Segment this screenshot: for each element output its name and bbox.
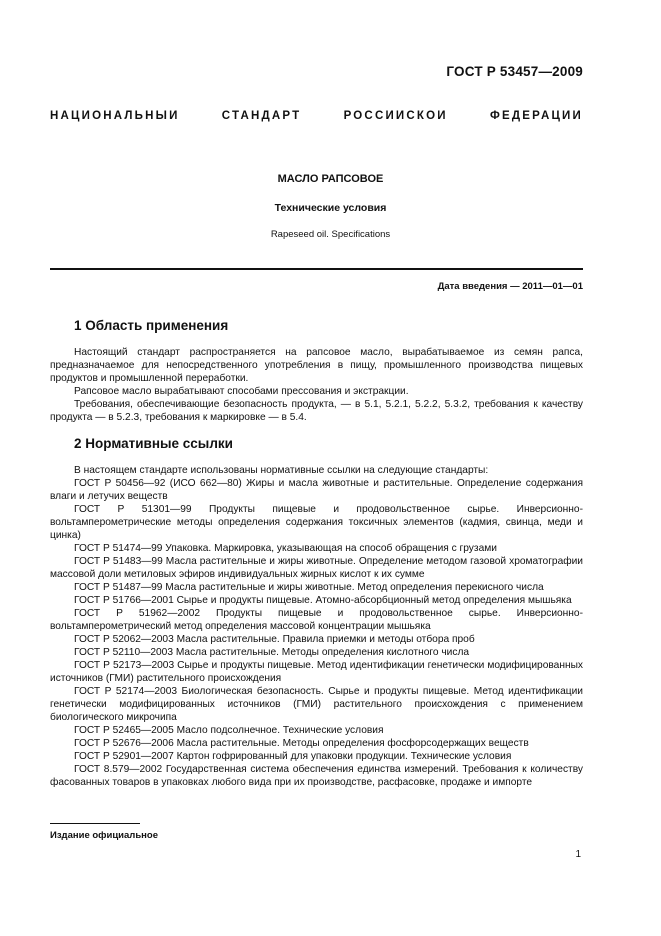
- document-subtitle: Технические условия: [274, 202, 387, 214]
- section-2-heading: 2 Нормативные ссылки: [74, 436, 233, 451]
- reference-item: ГОСТ Р 50456—92 (ИСО 662—80) Жиры и масла животные и растительные. Определение содержания влаги и летучих веществ: [50, 478, 583, 502]
- reference-item: ГОСТ Р 52676—2006 Масла растительные. Методы определения фосфорсодержащих веществ: [74, 738, 529, 749]
- section-2-body: [50, 464, 583, 789]
- footer-divider: [50, 823, 140, 824]
- section-1-body: [50, 346, 583, 424]
- edition-note: Издание официальное: [50, 830, 158, 841]
- reference-item: ГОСТ Р 52174—2003 Биологическая безопасность. Сырье и продукты пищевые. Метод идентификации генетически модифицированных источников (ГМИ) растительного происхождения с применением биологического микрочипа: [50, 686, 583, 723]
- reference-item: ГОСТ Р 52173—2003 Сырье и продукты пищевые. Метод идентификации генетически модифицированных источников (ГМИ) растительного происхождения: [50, 660, 583, 684]
- reference-item: ГОСТ Р 52901—2007 Картон гофрированный для упаковки продукции. Технические условия: [74, 751, 512, 762]
- page-number: 1: [575, 849, 581, 860]
- reference-item: ГОСТ Р 51766—2001 Сырье и продукты пищевые. Атомно-абсорбционный метод определения мышьяка: [74, 595, 572, 606]
- standard-type-line: НАЦИОНАЛЬНЫЙ СТАНДАРТ РОССИЙСКОЙ ФЕДЕРАЦИИ: [50, 110, 583, 122]
- reference-item: ГОСТ Р 51962—2002 Продукты пищевые и продовольственное сырье. Инверсионно-вольтамперометрический метод определения массовой концентрации мышьяка: [50, 608, 583, 632]
- reference-item: ГОСТ Р 51301—99 Продукты пищевые и продовольственное сырье. Инверсионно-вольтамперометрические методы определения содержания токсичных элементов (кадмия, свинца, меди и цинка): [50, 504, 583, 541]
- document-number: ГОСТ Р 53457—2009: [446, 64, 583, 79]
- title-divider: [50, 268, 583, 270]
- reference-item: ГОСТ Р 52110—2003 Масла растительные. Методы определения кислотного числа: [74, 647, 470, 658]
- reference-item: ГОСТ Р 51483—99 Масла растительные и жиры животные. Определение методом газовой хроматографии массовой доли метиловых эфиров индивидуальных жирных кислот к их сумме: [50, 556, 583, 580]
- reference-item: ГОСТ 8.579—2002 Государственная система обеспечения единства измерений. Требования к количеству фасованных товаров в упаковках любого вида при их производстве, расфасовке, продаже и импорте: [50, 764, 583, 788]
- reference-item: ГОСТ Р 51487—99 Масла растительные и жиры животные. Метод определения перекисного числа: [74, 582, 544, 593]
- paragraph: Рапсовое масло вырабатывают способами прессования и экстракции.: [74, 386, 409, 397]
- section-1-heading: 1 Область применения: [74, 318, 229, 333]
- introduction-date: Дата введения — 2011—01—01: [437, 281, 583, 292]
- reference-item: ГОСТ Р 52062—2003 Масла растительные. Правила приемки и методы отбора проб: [74, 634, 475, 645]
- english-title: Rapeseed oil. Specifications: [270, 229, 391, 240]
- reference-item: ГОСТ Р 51474—99 Упаковка. Маркировка, указывающая на способ обращения с грузами: [74, 543, 497, 554]
- document-title: МАСЛО РАПСОВОЕ: [277, 173, 384, 185]
- paragraph: Требования, обеспечивающие безопасность продукта, — в 5.1, 5.2.1, 5.2.2, 5.3.2, требования к качеству продукта — в 5.2.3, требования к маркировке — в 5.4.: [50, 399, 583, 423]
- paragraph: Настоящий стандарт распространяется на рапсовое масло, вырабатываемое из семян рапса, предназначаемое для непосредственного употребления в пищу, промышленного производства пищевых продуктов и промышленной переработки.: [50, 347, 583, 384]
- reference-item: В настоящем стандарте использованы нормативные ссылки на следующие стандарты:: [74, 465, 489, 476]
- reference-item: ГОСТ Р 52465—2005 Масло подсолнечное. Технические условия: [74, 725, 384, 736]
